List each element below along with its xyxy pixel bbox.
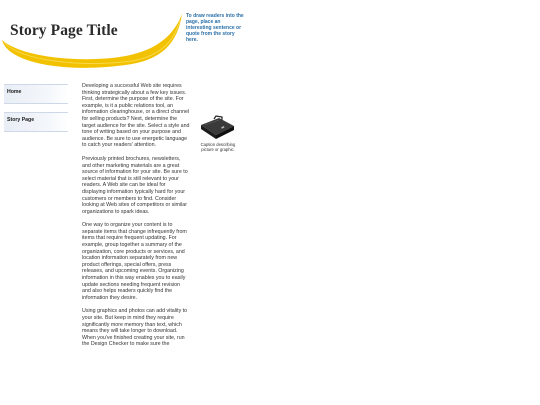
left-navigation <box>4 84 68 140</box>
story-body <box>82 83 190 355</box>
nav-item-label: Story Page <box>7 117 35 123</box>
yellow-swoosh-graphic <box>0 0 540 80</box>
pull-quote: To draw readers into the page, place an interesting sentence or quote from the story here. <box>186 13 244 43</box>
body-paragraph: One way to organize your content is to separate items that change infrequently from items that require frequent updating. For example, group together a summary of the organization, core products or services, and location information separately from new product offerings, special offers, press releases, and upcoming events. Organizing information in this way enables you to easily update sections needing frequent revision and also helps readers quickly find the information they desire. <box>82 222 187 301</box>
page-title: Story Page Title <box>10 22 118 39</box>
story-figure <box>194 113 242 152</box>
body-paragraph: Developing a successful Web site requires thinking strategically about a few key issues. First, determine the purpose of the site. For example, is it a public relations tool, an information clearinghouse, or a direct channel for selling products? Next, determine the target audience for the site. Select a style and tone of writing based on your purpose and audience. Be sure to use energetic language to catch your readers' attention. <box>82 83 190 149</box>
figure-caption: Caption describing picture or graphic. <box>200 142 236 152</box>
nav-item-story-page[interactable] <box>4 112 68 132</box>
nav-item-home[interactable] <box>4 84 68 104</box>
nav-item-label: Home <box>7 89 22 95</box>
body-paragraph: Previously printed brochures, newsletters, and other marketing materials are a great source of information for your site. Be sure to select material that is still relevant to your readers. A Web site can be ideal for displaying information typically hard for your customers or members to find. Consider looking at Web sites of competitors or similar organizations to spark ideas. <box>82 155 188 215</box>
briefcase-image <box>197 113 237 141</box>
body-paragraph: Using graphics and photos can add vitality to your site. But keep in mind they require significantly more memory than text, which means they will take longer to download. When you've finished creating your site, run the Design Checker to make sure the <box>82 308 188 348</box>
header-banner <box>0 0 540 80</box>
